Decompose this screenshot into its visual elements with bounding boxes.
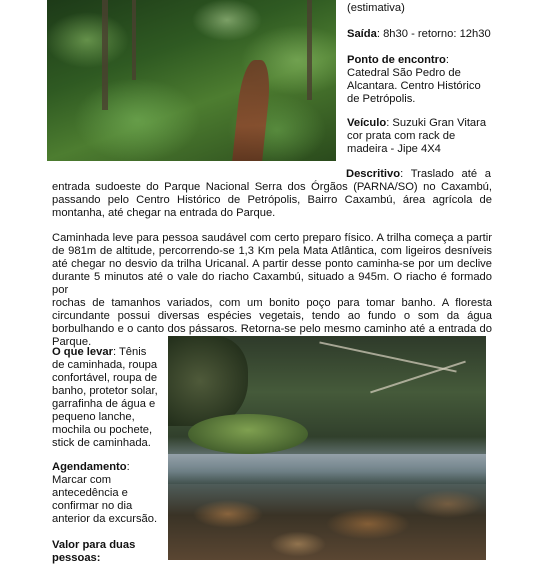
vehicle-line: cor prata com rack de bbox=[347, 130, 456, 142]
departure-label: Saída bbox=[347, 28, 377, 40]
estimate-note: (estimativa) bbox=[347, 2, 405, 14]
vehicle-label: Veículo bbox=[347, 117, 387, 129]
description-label: Descritivo bbox=[346, 168, 401, 180]
what-to-bring: O que levar: Tênis de caminhada, roupa confortável, roupa de banho, protetor solar, garrafinha de água e pequeno lanche, mochila ou pochete, stick de caminhada. bbox=[52, 346, 158, 449]
vehicle-info bbox=[347, 117, 497, 156]
meeting-point: Ponto de encontro: Catedral São Pedro de Alcantara. Centro Histórico de Petrópolis. bbox=[347, 54, 497, 106]
river-photo bbox=[168, 336, 486, 560]
booking-info: Agendamento: Marcar com antecedência e confirmar no dia anterior da excursão. bbox=[52, 461, 158, 525]
meeting-point-label: Ponto de encontro bbox=[347, 54, 446, 66]
hike-description: Caminhada leve para pessoa saudável com certo preparo físico. A trilha começa a partir de 981m de altitude, percorrendo-se 1,3 Km pela Mata Atlântica, com ligeiros desníveis até chegar no desvio da trilha Uricanal. A partir desse ponto caminha-se por um declive durante 5 minutos até o vale do riacho Caxambú, situado a 945m. O riacho é formado por rochas de tamanhos variados, com um bonito poço para tomar banho. A floresta circundante possui diversas espécies vegetais, tendo ao fundo o som da água borbulhando e o canto dos pássaros. Retorna-se pelo mesmo caminho até a entrada do Parque. bbox=[52, 232, 492, 348]
what-to-bring-label: O que levar bbox=[52, 346, 113, 358]
description-intro: Descritivo: Traslado até a bbox=[346, 168, 491, 180]
departure-info bbox=[347, 28, 497, 41]
meeting-point-line: Catedral São Pedro de bbox=[347, 67, 461, 79]
meeting-point-line: Alcantara. Centro Histórico bbox=[347, 80, 481, 92]
price-heading: Valor para duas pessoas: bbox=[52, 539, 136, 564]
departure-value: : 8h30 - retorno: 12h30 bbox=[376, 28, 491, 40]
meeting-point-line: de Petrópolis. bbox=[347, 93, 416, 105]
vehicle-line: : Suzuki Gran Vitara bbox=[386, 117, 487, 129]
booking-label: Agendamento bbox=[52, 461, 127, 473]
description-text: entrada sudoeste do Parque Nacional Serra dos Órgãos (PARNA/SO) no Caxambú, passando pelo Centro Histórico de Petrópolis, Bairro Caxambú, área agrícola de montanha, até chegar na entrada do Parque. bbox=[52, 181, 492, 219]
vehicle-line: madeira - Jipe 4X4 bbox=[347, 143, 441, 155]
trail-photo bbox=[47, 0, 336, 161]
